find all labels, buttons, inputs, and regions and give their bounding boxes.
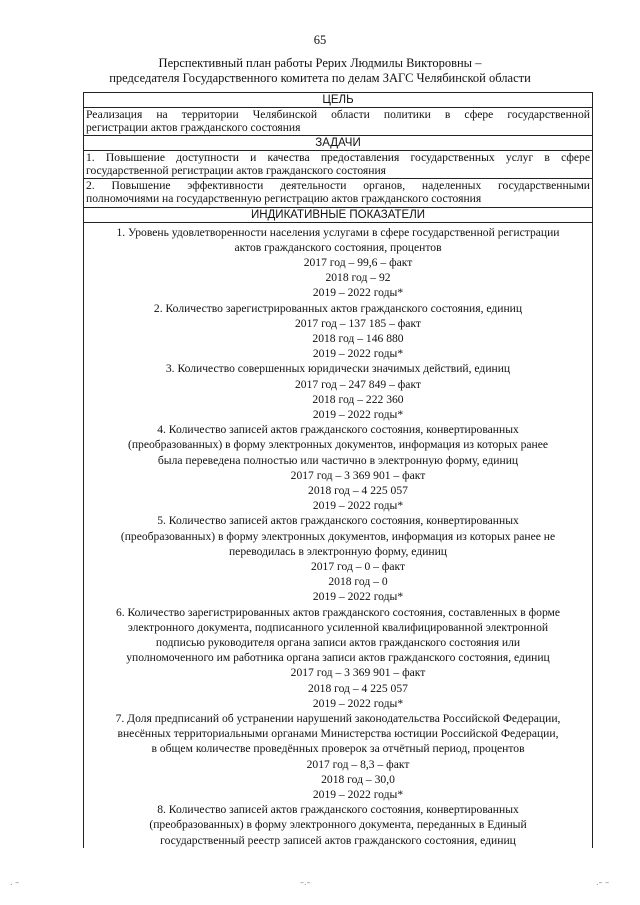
indicator-item — [84, 361, 592, 422]
indicator-name — [84, 361, 592, 376]
indicator-item — [84, 711, 592, 802]
indicator-value: 2017 год – 99,6 – факт — [303, 255, 413, 269]
indicator-name-line: 1. Уровень удовлетворенности населения услугами в сфере государственной регистрации — [116, 225, 560, 239]
indicator-value: 2017 год – 8,3 – факт — [306, 757, 410, 771]
indicator-item — [84, 605, 592, 711]
indicator-name — [84, 711, 592, 757]
indicator-name-line: 7. Доля предписаний об устранении нарушений законодательства Российской Федерации, — [115, 712, 561, 726]
indicator-value: 2018 год – 92 — [325, 271, 391, 285]
indicator-name-line: была переведена полностью или частично в электронную форму, единиц — [157, 453, 519, 467]
scan-mark: –.– — [300, 878, 311, 887]
task-line: полномочиями на государственную регистрацию актов гражданского состояния — [86, 191, 482, 205]
scan-mark: . – — [10, 878, 20, 887]
indicator-name — [84, 802, 592, 848]
indicator-name — [84, 301, 592, 316]
indicator-name — [84, 513, 592, 559]
indicator-name-line: 4. Количество записей актов гражданского состояния, конвертированных — [157, 423, 519, 437]
indicator-item — [84, 513, 592, 604]
indicator-name-line: 6. Количество зарегистрированных актов гражданского состояния, составленных в форме — [115, 605, 561, 619]
indicator-item — [84, 422, 592, 513]
plan-table — [83, 92, 593, 848]
indicator-name-line: актов гражданского состояния, процентов — [234, 240, 442, 254]
indicator-name-line: 8. Количество записей актов гражданского состояния, конвертированных — [157, 803, 519, 817]
indicator-value: 2018 год – 30,0 — [321, 772, 395, 786]
title-line-2: председателя Государственного комитета по делам ЗАГС Челябинской области — [109, 71, 531, 85]
task-line: государственной регистрации актов гражданского состояния — [86, 163, 386, 177]
indicator-value: 2019 – 2022 годы* — [312, 499, 404, 513]
indicator-value: 2019 – 2022 годы* — [312, 590, 404, 604]
indicator-name-line: 3. Количество совершенных юридически значимых действий, единиц — [165, 362, 511, 376]
task-item-2 — [84, 179, 592, 207]
indicators-header: ИНДИКАТИВНЫЕ ПОКАЗАТЕЛИ — [84, 208, 592, 223]
indicator-value: 2017 год – 247 849 – факт — [295, 377, 421, 391]
indicator-value: 2017 год – 0 – факт — [310, 560, 406, 574]
indicator-value: 2018 год – 146 880 — [312, 331, 404, 345]
task-item-1 — [84, 151, 592, 179]
indicator-value: 2019 – 2022 годы* — [312, 286, 404, 300]
indicator-name-line: 5. Количество записей актов гражданского состояния, конвертированных — [157, 514, 519, 528]
indicator-name — [84, 605, 592, 666]
indicator-value: 2018 год – 4 225 057 — [308, 484, 408, 498]
indicator-item — [84, 225, 592, 301]
tasks-header: ЗАДАЧИ — [84, 136, 592, 151]
indicator-name-line: 2. Количество зарегистрированных актов гражданского состояния, единиц — [153, 301, 523, 315]
page-number: 65 — [313, 33, 327, 47]
title-line-1: Перспективный план работы Рерих Людмилы Викторовны – — [158, 56, 482, 70]
task-line: 2. Повышение эффективности деятельности органов, наделенных государственными — [86, 179, 590, 193]
indicator-name — [84, 422, 592, 468]
goal-cell — [84, 108, 592, 136]
indicator-value: 2018 год – 222 360 — [312, 392, 404, 406]
indicator-name-line: в общем количестве проведённых проверок за отчётный период, процентов — [151, 742, 525, 756]
goal-header: ЦЕЛЬ — [84, 93, 592, 108]
indicator-name — [84, 225, 592, 255]
page-title — [60, 56, 580, 86]
indicator-value: 2019 – 2022 годы* — [312, 788, 404, 802]
goal-line: Реализация на территории Челябинской области политики в сфере государственной — [86, 108, 590, 121]
goal-line: регистрации актов гражданского состояния — [86, 120, 301, 134]
indicator-item — [84, 802, 592, 848]
indicator-item — [84, 301, 592, 362]
scan-mark: .– – — [596, 878, 610, 887]
indicator-value: 2019 – 2022 годы* — [312, 408, 404, 421]
indicator-name-line: (преобразованных) в форму электронного документа, переданных в Единый — [149, 818, 527, 832]
indicator-name-line: государственный реестр записей актов гражданского состояния, единиц — [160, 833, 516, 847]
indicator-value: 2019 – 2022 годы* — [312, 696, 404, 710]
indicator-name-line: подписью руководителя органа записи актов гражданского состояния или — [155, 636, 521, 650]
indicator-value: 2017 год – 137 185 – факт — [295, 316, 421, 330]
indicator-name-line: уполномоченного им работника органа записи актов гражданского состояния, единиц — [126, 651, 550, 665]
indicator-name-line: (преобразованных) в форму электронных документов, информация из которых ранее — [127, 438, 549, 452]
indicator-name-line: внесённых территориальными органами Министерства юстиции Российской Федерации, — [117, 727, 559, 741]
indicator-value: 2018 год – 0 — [328, 575, 388, 589]
indicator-value: 2017 год – 3 369 901 – факт — [290, 666, 426, 680]
indicator-value: 2019 – 2022 годы* — [312, 347, 404, 361]
indicators-list — [84, 223, 592, 848]
task-line: 1. Повышение доступности и качества предоставления государственных услуг в сфере — [86, 151, 590, 165]
indicator-name-line: переводилась в электронную форму, единиц — [228, 544, 448, 558]
indicator-value: 2018 год – 4 225 057 — [308, 681, 408, 695]
indicator-name-line: электронного документа, подписанного усиленной квалифицированной электронной — [127, 620, 549, 634]
indicator-value: 2017 год – 3 369 901 – факт — [290, 468, 426, 482]
indicator-name-line: (преобразованных) в форму электронных документов, информация из которых ранее не — [120, 529, 556, 543]
